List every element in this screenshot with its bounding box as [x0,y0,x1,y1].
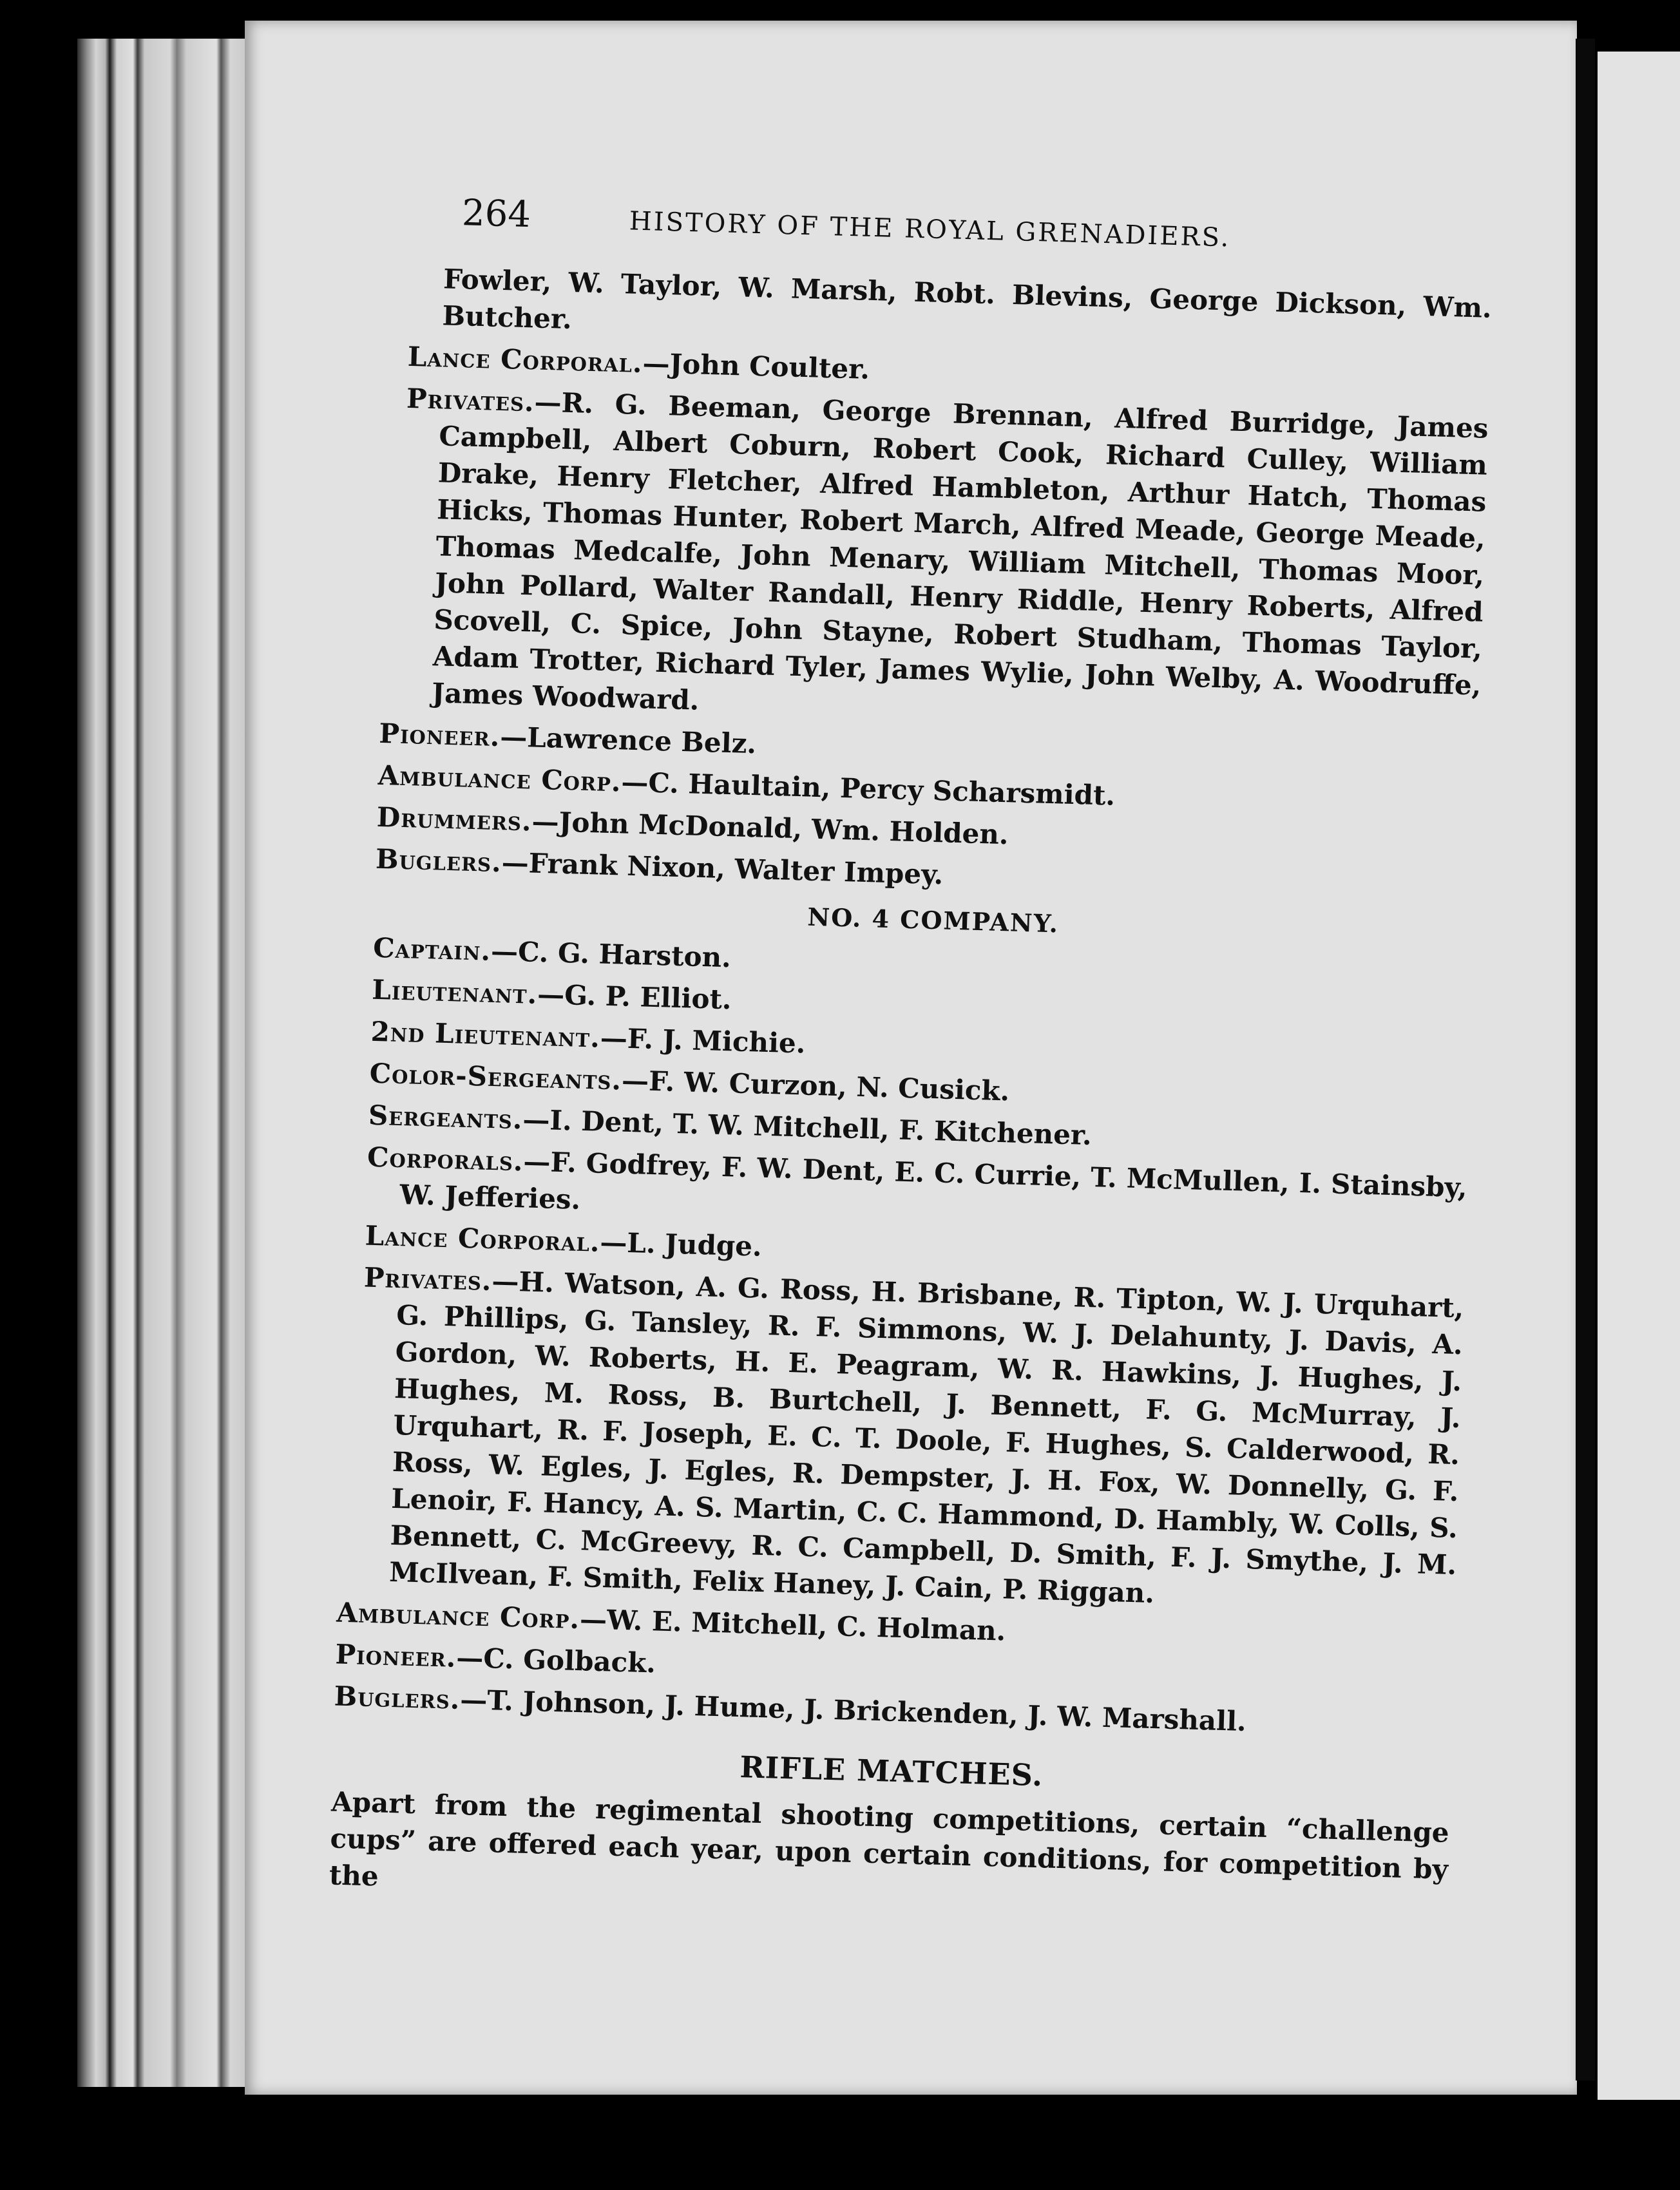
entry-label: Buglers. [375,843,502,879]
entry-privates-3 [398,380,1489,741]
entry-label: Lance Corporal. [365,1219,601,1258]
entry-label: Ambulance Corp. [377,759,622,798]
entry-label: Color-Sergeants. [369,1057,622,1096]
entry-text: —John McDonald, Wm. Holden. [531,805,1009,851]
section-title: RIFLE MATCHES. [739,1749,1044,1793]
entry-privates-4 [355,1259,1464,1620]
entry-label: Pioneer. [378,717,501,753]
page-number: 264 [461,192,531,236]
page-gutter-shadow [1576,39,1595,2080]
entry-text: —L. Judge. [599,1226,763,1262]
entry-label: Captain. [372,931,492,967]
page-content [329,192,1494,1925]
entry-text: —T. Johnson, J. Hume, J. Brickenden, J. W. Marshall. [459,1684,1247,1738]
entry-text: —Frank Nixon, Walter Impey. [501,846,944,891]
entry-label: Lieutenant. [371,973,538,1010]
entry-label: Lance Corporal. [407,340,644,379]
entry-text: —G. P. Elliot. [537,978,732,1016]
entry-text: —F. Godfrey, F. W. Dent, E. C. Currie, T. McMullen, I. Stainsby, W. Jefferies. [399,1145,1468,1215]
entry-label: Corporals. [367,1141,524,1177]
entry-text: —R. G. Beeman, George Brennan, Alfred Burridge, James Campbell, Albert Coburn, Robert Cook, Richard Culley, William Drake, Henry Fletcher, Alfred Hambleton, Arthur Hatch, Thomas Hicks, Thomas Hunter, Robert March, Alfred Meade, George Meade, Thomas Medcalfe, John Menary, William Mitchell, Thomas Moor, John Pollard, Walter Randall, Henry Riddle, Henry Roberts, Alfred Scovell, C. Spice, John Stayne, Robert Studham, Thomas Taylor, Adam Trotter, Richard Tyler, James Wylie, John Welby, A. Woodruffe, James Woodward. [431,386,1489,716]
entry-label: Pioneer. [334,1638,457,1673]
entry-text: —W. E. Mitchell, C. Holman. [579,1603,1007,1647]
entry-label: Sergeants. [368,1099,524,1136]
entry-text: —I. Dent, T. W. Mitchell, F. Kitchener. [522,1103,1093,1152]
entry-text: —C. Haultain, Percy Scharsmidt. [620,766,1116,812]
entry-text: —C. G. Harston. [490,935,732,974]
running-title: HISTORY OF THE ROYAL GRENADIERS. [629,206,1231,253]
company-heading: NO. 4 COMPANY. [807,902,1060,938]
continued-list: Fowler, W. Taylor, W. Marsh, Robt. Blevins, George Dickson, Wm. Butcher. [442,263,1493,335]
entry-text: —F. J. Michie. [600,1022,807,1060]
entry-text: —Lawrence Belz. [499,721,757,760]
entry-label: Drummers. [376,801,533,837]
entry-text: —C. Golback. [455,1641,656,1679]
entry-label: 2nd Lieutenant. [370,1015,601,1054]
entry-label: Privates. [363,1261,493,1297]
entry-label: Buglers. [334,1680,461,1715]
entry-text: —John Coulter. [642,347,870,385]
body-paragraph: Apart from the regimental shooting competitions, certain “challenge cups” are offered each year, upon certain conditions, for competition by the [329,1785,1450,1892]
facing-page-edge [1598,52,1680,2100]
company3-support-entries [375,715,1479,908]
entry-text: —F. W. Curzon, N. Cusick. [621,1064,1010,1107]
entry-label: Ambulance Corp. [336,1596,580,1635]
entry-label: Privates. [406,382,535,418]
company4-officer-entries [355,929,1473,1620]
company4-support-entries [329,1594,1455,1925]
entry-text: —H. Watson, A. G. Ross, H. Brisbane, R. Tipton, W. J. Urquhart, G. Phillips, G. Tansley, R. F. Simmons, W. J. Delahunty, J. Davis, A. Gordon, W. Roberts, H. E. Peagram, W. R. Hawkins, J. Hughes, J. Hughes, M. Ross, B. Burtchell, J. Bennett, F. G. McMurray, J. Urquhart, R. F. Joseph, E. C. T. Doole, F. Hughes, S. Calderwood, R. Ross, W. Egles, J. Egles, R. Dempster, J. H. Fox, W. Donnelly, G. F. Lenoir, F. Hancy, A. S. Martin, C. C. Hammond, D. Hambly, W. Colls, S. Bennett, C. McGreevy, R. C. Campbell, D. Smith, F. J. Smythe, J. M. McIlvean, F. Smith, Felix Haney, J. Cain, P. Riggan. [388,1265,1464,1610]
